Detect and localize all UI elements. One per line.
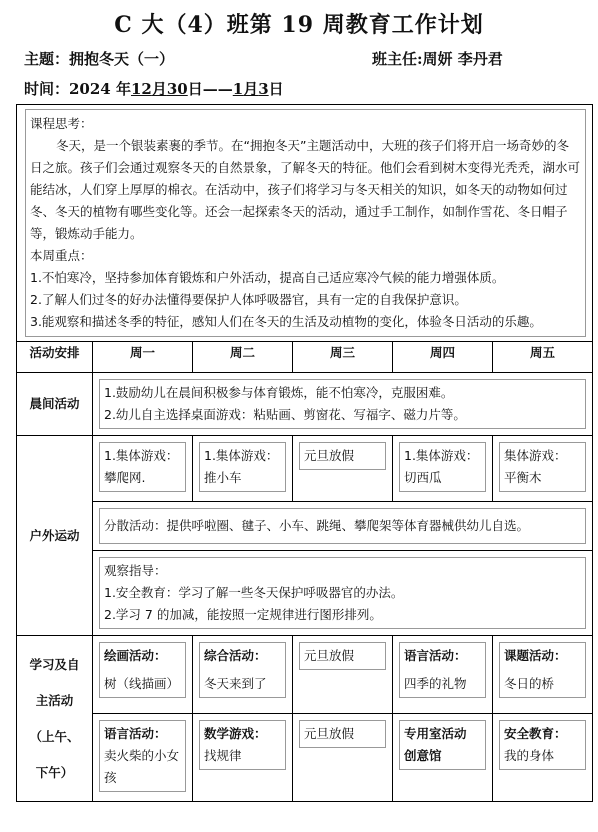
learning-label-line-2: 主活动 [35, 692, 74, 708]
intro-block [25, 109, 586, 337]
learning-content: 找规律 [204, 748, 242, 763]
observe-heading: 观察指导： [104, 563, 167, 578]
morning-block [99, 379, 586, 429]
outdoor-games-row [17, 436, 593, 502]
outdoor-observe-block [99, 557, 586, 629]
learning-content: 我的身体 [504, 748, 555, 763]
outdoor-game-fri [493, 436, 593, 502]
focus-item-1: 1.不怕寒冷，坚持参加体育锻炼和户外活动，提高自己适应寒冷气候的能力增强体质。 [30, 270, 505, 285]
observe-line-1: 1.安全教育：学习了解一些冬天保护呼吸器官的办法。 [104, 585, 404, 600]
learning-content: 创意馆 [404, 748, 442, 763]
morning-line-2: 2.幼儿自主选择桌面游戏：粘贴画、剪窗花、写福字、磁力片等。 [104, 407, 466, 422]
learning-title: 课题活动： [504, 648, 567, 663]
time-day-start-unit: 日—— [187, 80, 233, 98]
time-label [24, 78, 284, 99]
intro-cell [17, 105, 593, 342]
learning-r1-tue-block [199, 642, 286, 698]
header-day-mon: 周一 [93, 342, 193, 373]
learning-r1-wed-block [299, 642, 386, 670]
day-header-row [17, 342, 593, 373]
learning-r1-wed [293, 636, 393, 714]
theme-label: 主题：拥抱冬天（一） [24, 50, 175, 68]
learning-r2-tue [193, 714, 293, 802]
time-month-end-unit: 月 [243, 80, 259, 98]
learning-r2-mon [93, 714, 193, 802]
focus-item-3: 3.能观察和描述冬季的特征，感知人们在冬天的生活及动植物的变化，体验冬日活动的乐趣。 [30, 314, 542, 329]
time-day-end: 3 [258, 80, 269, 98]
outdoor-game-mon [93, 436, 193, 502]
plan-table [16, 104, 593, 802]
outdoor-observe-cell [93, 551, 593, 636]
outdoor-game-title: 1.集体游戏： [204, 448, 279, 463]
learning-content: 树（线描画） [104, 676, 180, 691]
time-month-start: 12 [130, 80, 152, 98]
morning-line-1: 1.鼓励幼儿在晨间积极参与体育锻炼，能不怕寒冷，克服困难。 [104, 385, 454, 400]
learning-label [17, 636, 93, 802]
learning-r1-fri-block [499, 642, 586, 698]
header-label: 活动安排 [17, 342, 93, 373]
learning-content: 冬日的桥 [504, 676, 555, 691]
intro-paragraph: 冬天，是一个银装素裹的季节。在“拥抱冬天”主题活动中，大班的孩子们将开启一场奇妙的冬日之旅。孩子们会通过观察冬天的自然景象，了解冬天的特征。他们会看到树木变得光秃秃，湖水可能结冰，人们穿上厚厚的棉衣。在活动中，孩子们将学习与冬天相关的知识，如冬天的动物如何过冬、冬天的植物有哪些变化等。还会一起探索冬天的活动，通过手工制作，如制作雪花、冬日帽子等，锻炼动手能力。 [30, 138, 581, 241]
header-day-tue: 周二 [193, 342, 293, 373]
learning-r2-mon-block [99, 720, 186, 792]
outdoor-game-title: 元旦放假 [304, 448, 355, 463]
learning-r2-fri [493, 714, 593, 802]
learning-title: 元旦放假 [304, 726, 355, 741]
outdoor-game-tue [193, 436, 293, 502]
page-title: C 大（4）班第 19 周教育工作计划 [114, 12, 484, 38]
teacher-label: 班主任:周妍 李丹君 [372, 50, 503, 68]
outdoor-scatter: 分散活动：提供呼啦圈、毽子、小车、跳绳、攀爬架等体育器械供幼儿自选。 [99, 508, 586, 544]
outdoor-game-title: 1.集体游戏： [404, 448, 479, 463]
intro-heading: 课程思考： [30, 116, 93, 131]
morning-cell [93, 373, 593, 436]
learning-r1-tue [193, 636, 293, 714]
time-prefix: 时间：2024 年 [24, 80, 131, 98]
learning-content: 卖火柴的小女孩 [104, 748, 180, 785]
outdoor-game-tue-block [199, 442, 286, 492]
outdoor-game-mon-block [99, 442, 186, 492]
learning-label-line-3: （上午、 [29, 728, 80, 744]
outdoor-game-thu [393, 436, 493, 502]
time-day-start: 30 [166, 80, 188, 98]
focus-item-2: 2.了解人们过冬的好办法懂得要保护人体呼吸器官，具有一定的自我保护意识。 [30, 292, 467, 307]
learning-r1-mon-block [99, 642, 186, 698]
header-day-thu: 周四 [393, 342, 493, 373]
learning-r1-thu [393, 636, 493, 714]
outdoor-scatter-cell [93, 502, 593, 551]
outdoor-game-wed [293, 436, 393, 502]
learning-title: 语言活动： [104, 726, 167, 741]
learning-content: 四季的礼物 [404, 676, 467, 691]
learning-r2-fri-block [499, 720, 586, 770]
morning-label: 晨间活动 [17, 373, 93, 436]
outdoor-scatter-row [17, 502, 593, 551]
learning-row-1 [17, 636, 593, 714]
learning-r1-mon [93, 636, 193, 714]
learning-r1-fri [493, 636, 593, 714]
header-day-fri: 周五 [493, 342, 593, 373]
learning-r2-thu-block [399, 720, 486, 770]
outdoor-game-content: 推小车 [204, 470, 242, 485]
outdoor-game-content: 攀爬网. [104, 470, 146, 485]
outdoor-game-title: 1.集体游戏： [104, 448, 179, 463]
outdoor-game-fri-block [499, 442, 586, 492]
learning-title: 综合活动： [204, 648, 267, 663]
outdoor-game-title: 集体游戏： [504, 448, 567, 463]
focus-heading: 本周重点： [30, 248, 93, 263]
intro-row [17, 105, 593, 342]
learning-label-line-1: 学习及自 [29, 656, 80, 672]
outdoor-game-thu-block [399, 442, 486, 492]
morning-row [17, 373, 593, 436]
learning-r2-tue-block [199, 720, 286, 770]
outdoor-observe-row [17, 551, 593, 636]
observe-line-2: 2.学习 7 的加减，能按照一定规律进行图形排列。 [104, 607, 382, 622]
learning-r2-wed [293, 714, 393, 802]
learning-title: 绘画活动： [104, 648, 167, 663]
learning-label-line-4: 下午） [35, 764, 74, 780]
outdoor-game-wed-block [299, 442, 386, 470]
learning-title: 专用室活动 [404, 726, 467, 741]
learning-title: 元旦放假 [304, 648, 355, 663]
learning-r2-wed-block [299, 720, 386, 748]
time-month-start-unit: 月 [151, 80, 167, 98]
learning-row-2 [17, 714, 593, 802]
learning-title: 语言活动： [404, 648, 467, 663]
header-day-wed: 周三 [293, 342, 393, 373]
outdoor-game-content: 切西瓜 [404, 470, 442, 485]
learning-r2-thu [393, 714, 493, 802]
learning-r1-thu-block [399, 642, 486, 698]
learning-title: 安全教育： [504, 726, 567, 741]
outdoor-label: 户外运动 [17, 436, 93, 636]
learning-title: 数学游戏： [204, 726, 267, 741]
time-day-end-unit: 日 [268, 80, 284, 98]
outdoor-game-content: 平衡木 [504, 470, 542, 485]
learning-content: 冬天来到了 [204, 676, 267, 691]
time-month-end: 1 [232, 80, 244, 98]
